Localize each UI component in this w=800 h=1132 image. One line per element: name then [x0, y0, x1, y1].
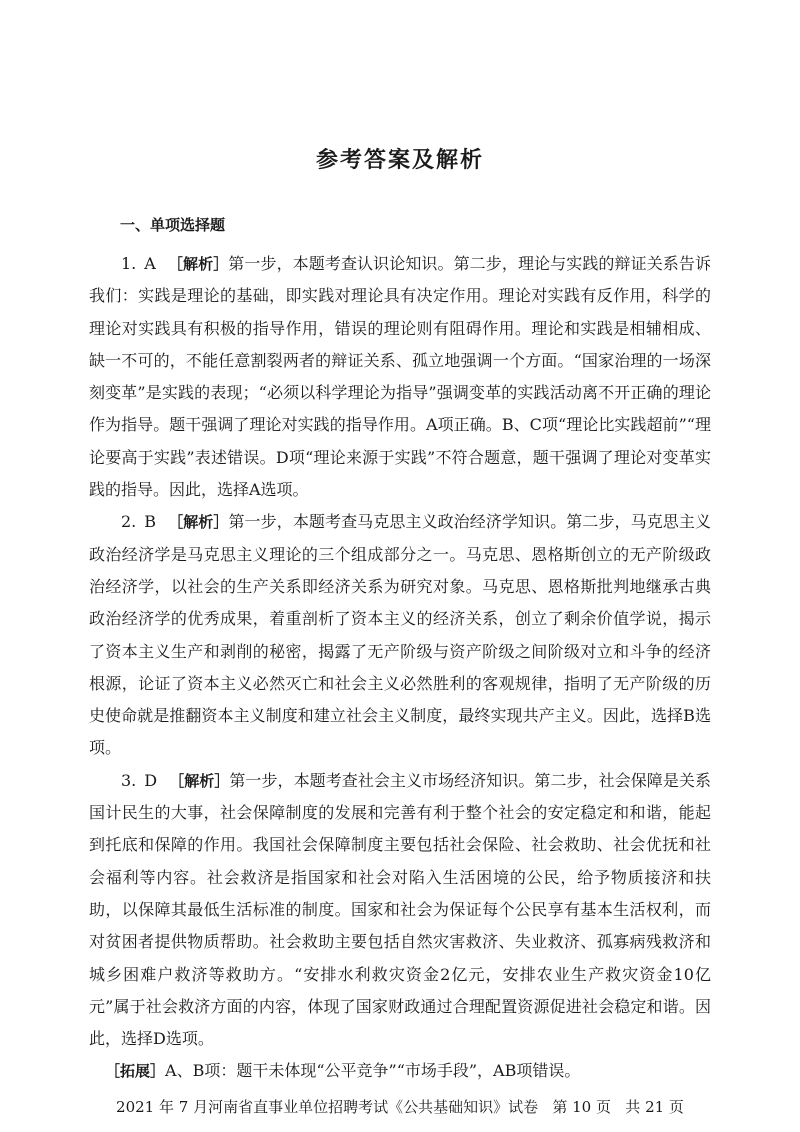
analysis-text: 第一步，本题考查马克思主义政治经济学知识。第二步，马克思主义政治经济学是马克思主义理论的三个组成部分之一。马克思、恩格斯创立的无产阶级政治经济学，以社会的生产关系即经济关系为研究对象。马克思、恩格斯批判地继承古典政治经济学的优秀成果，着重剖析了资本主义的经济关系，创立了剩余价值学说，揭示了资本主义生产和剥削的秘密，揭露了无产阶级与资产阶级之间阶级对立和斗争的经济根源，论证了资本主义必然灭亡和社会主义必然胜利的客观规律，指明了无产阶级的历史使命就是推翻资本主义制度和建立社会主义制度，最终实现共产主义。因此，选择B选项。 [89, 512, 711, 758]
extension-text: A、B项：题干未体现“公平竞争”“市场手段”，AB项错误。 [165, 1061, 581, 1081]
analysis-tag: ［解析］ [167, 255, 229, 273]
page-footer: 2021 年 7 月河南省直事业单位招聘考试《公共基础知识》试卷 第 10 页 共 21 页 [116, 1098, 684, 1116]
answer-key: A [144, 254, 156, 273]
answer-key: D [144, 770, 158, 790]
analysis-tag: ［解析］ [169, 771, 230, 790]
question-number: 1. [121, 254, 137, 273]
answer-item-3 [89, 765, 711, 1056]
answer-content [89, 248, 711, 1088]
analysis-tag: ［解析］ [168, 513, 229, 532]
analysis-text: 第一步，本题考查社会主义市场经济知识。第二步，社会保障是关系国计民生的大事，社会保障制度的发展和完善有利于整个社会的安定稳定和和谐，能起到托底和保障的作用。我国社会保障制度主要包括社会保险、社会救助、社会优抚和社会福利等内容。社会救济是指国家和社会对陷入生活困境的公民，给予物质接济和扶助，以保障其最低生活标准的制度。国家和社会为保证每个公民享有基本生活权利，而对贫困者提供物质帮助。社会救助主要包括自然灾害救济、失业救济、孤寡病残救济和城乡困难户救济等救助方。“安排水利救灾资金2亿元，安排农业生产救灾资金10亿元”属于社会救济方面的内容，体现了国家财政通过合理配置资源促进社会稳定和谐。因此，选择D选项。 [89, 770, 711, 1049]
question-number: 2. [121, 512, 137, 532]
analysis-text: 第一步，本题考查认识论知识。第二步，理论与实践的辩证关系告诉我们：实践是理论的基础，即实践对理论具有决定作用。理论对实践有反作用，科学的理论对实践具有积极的指导作用，错误的理论则有阻碍作用。理论和实践是相辅相成、缺一不可的，不能任意割裂两者的辩证关系、孤立地强调一个方面。“国家治理的一场深刻变革”是实践的表现；“必须以科学理论为指导”强调变革的实践活动离不开正确的理论作为指导。题干强调了理论对实践的指导作用。A项正确。B、C项“理论比实践超前”“理论要高于实践”表述错误。D项“理论来源于实践”不符合题意，题干强调了理论对变革实践的指导。因此，选择A选项。 [89, 254, 711, 500]
section-heading: 一、单项选择题 [120, 216, 226, 234]
page-title: 参考答案及解析 [315, 148, 484, 173]
answer-item-1 [89, 248, 711, 506]
extension-tag: ［拓展］ [105, 1062, 166, 1081]
extension-note [89, 1055, 711, 1087]
answer-item-2 [89, 506, 711, 764]
answer-key: B [144, 512, 157, 532]
question-number: 3. [121, 770, 137, 790]
